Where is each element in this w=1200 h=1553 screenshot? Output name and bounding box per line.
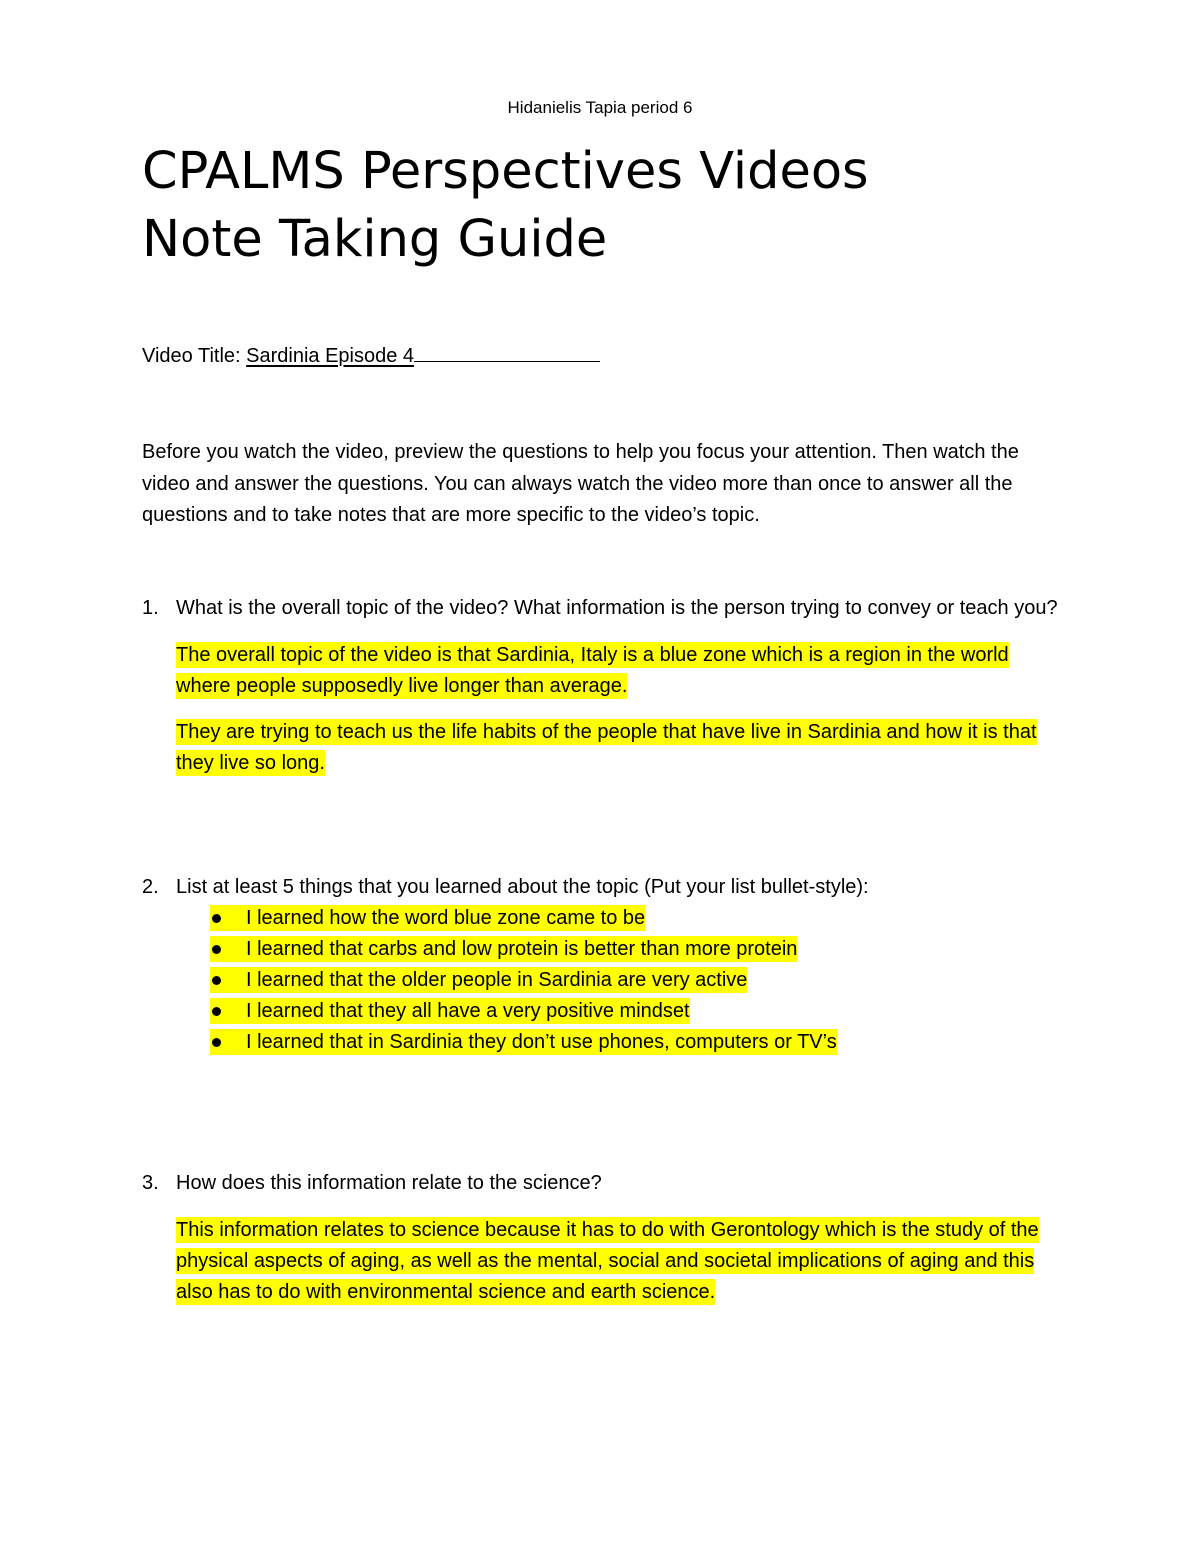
bullet-item-text: I learned that carbs and low protein is better than more protein xyxy=(246,938,798,960)
question-3-answer[interactable] xyxy=(176,1215,1062,1308)
bullet-item-text: I learned how the word blue zone came to be xyxy=(246,907,646,929)
question-1 xyxy=(142,593,1062,779)
question-1-answer-1-text: The overall topic of the video is that Sardinia, Italy is a blue zone which is a region in the world where people supposedly live longer than average. xyxy=(176,644,1009,697)
question-3 xyxy=(142,1168,1062,1308)
instructions-paragraph xyxy=(142,437,1072,532)
video-title-row xyxy=(142,345,600,368)
bullet-item[interactable] xyxy=(210,903,1062,934)
bullet-item-text: I learned that the older people in Sardinia are very active xyxy=(246,969,748,991)
bullet-item[interactable] xyxy=(210,965,1062,996)
bullet-item[interactable] xyxy=(210,1027,1062,1058)
question-1-text: What is the overall topic of the video? What information is the person trying to convey or teach you? xyxy=(176,597,1058,619)
bullet-item-text: I learned that they all have a very positive mindset xyxy=(246,1000,690,1022)
video-title-value[interactable]: Sardinia Episode 4 xyxy=(246,345,415,367)
learned-bullet-list xyxy=(210,903,1062,1058)
bullet-dot-icon xyxy=(210,936,246,962)
document-title xyxy=(142,138,869,274)
bullet-dot-icon xyxy=(210,1029,246,1055)
question-3-answer-text: This information relates to science because it has to do with Gerontology which is the study of the physical aspects of aging, as well as the mental, social and societal implications of aging and this also has to do with environmental science and earth science. xyxy=(176,1219,1039,1303)
video-title-label: Video Title: xyxy=(142,345,247,367)
question-2 xyxy=(142,872,1062,1058)
document-title-line-1: CPALMS Perspectives Videos xyxy=(142,142,869,201)
question-2-number: 2. xyxy=(142,876,159,898)
video-title-blank-line xyxy=(414,360,600,362)
question-2-text: List at least 5 things that you learned about the topic (Put your list bullet-style): xyxy=(176,876,869,898)
instructions-text: Before you watch the video, preview the questions to help you focus your attention. Then watch the video and answer the questions. You can always watch the video more than once to answer all the questions and to take notes that are more specific to the video’s topic. xyxy=(142,441,1019,526)
bullet-item-text: I learned that in Sardinia they don’t use phones, computers or TV’s xyxy=(246,1031,837,1053)
bullet-dot-icon xyxy=(210,905,246,931)
question-1-answer-2[interactable] xyxy=(176,717,1062,779)
question-3-text: How does this information relate to the science? xyxy=(176,1172,602,1194)
question-1-answer-2-text: They are trying to teach us the life habits of the people that have live in Sardinia and how it is that they live so long. xyxy=(176,721,1037,774)
bullet-dot-icon xyxy=(210,967,246,993)
question-1-number: 1. xyxy=(142,597,159,619)
question-1-answer-1[interactable] xyxy=(176,640,1062,702)
bullet-item[interactable] xyxy=(210,996,1062,1027)
question-3-number: 3. xyxy=(142,1172,159,1194)
student-name-header: Hidanielis Tapia period 6 xyxy=(507,98,693,117)
bullet-item[interactable] xyxy=(210,934,1062,965)
document-title-line-2: Note Taking Guide xyxy=(142,210,608,269)
bullet-dot-icon xyxy=(210,998,246,1024)
